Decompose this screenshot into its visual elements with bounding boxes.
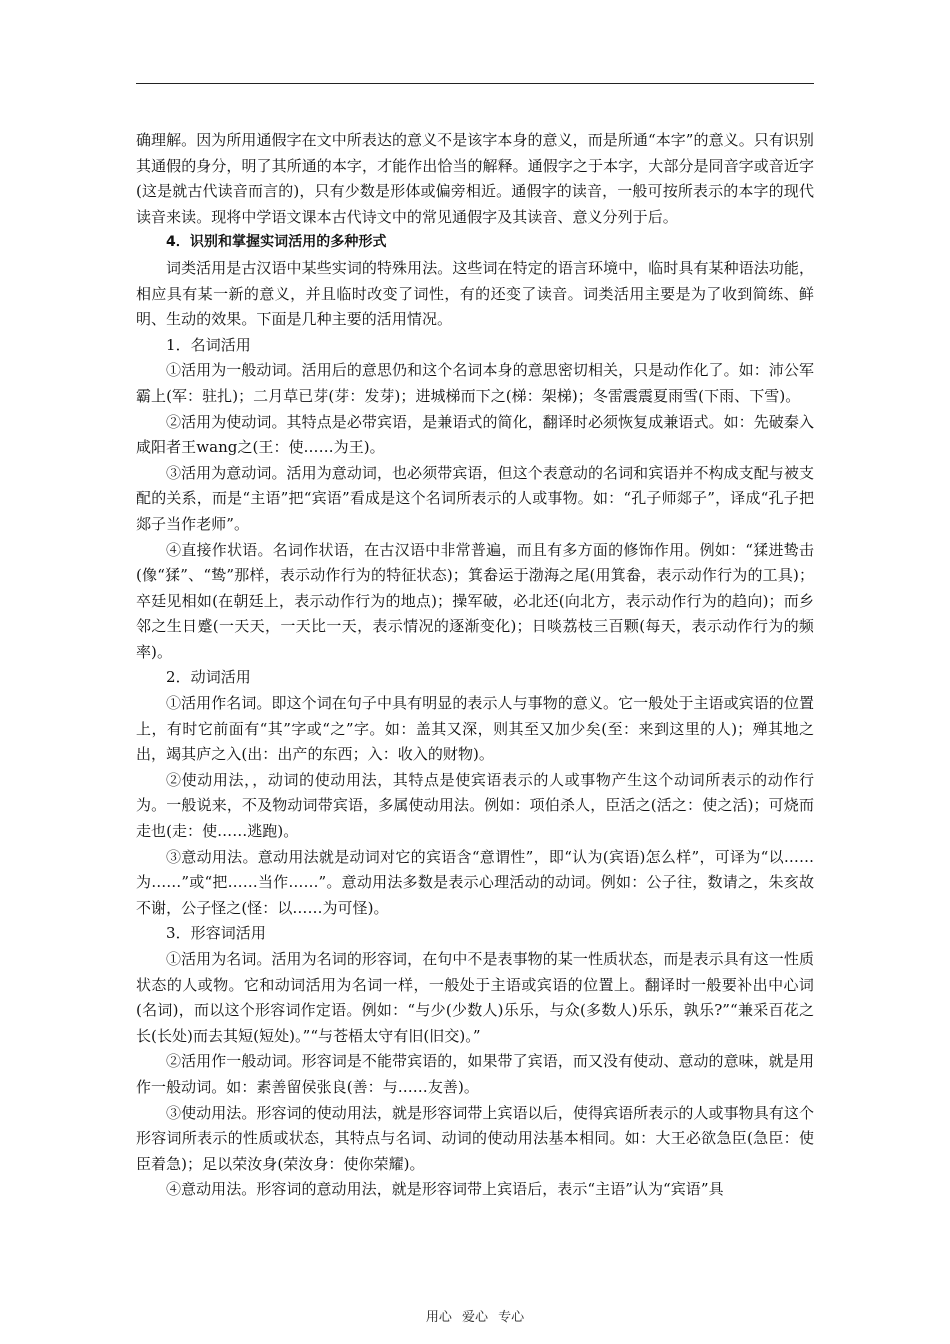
paragraph: ③意动用法。意动用法就是动词对它的宾语含“意谓性”，即“认为(宾语)怎么样”，可译为“以……为……”或“把……当作……”。意动用法多数是表示心理活动的动词。例如：公子往，数请之，朱亥故不谢，公子怪之(怪：以……为可怪)。 xyxy=(136,847,814,917)
paragraph: ②活用为使动词。其特点是必带宾语，是兼语式的简化，翻译时必须恢复成兼语式。如：先破秦入咸阳者王wang之(王：使……为王)。 xyxy=(136,412,814,457)
header-rule xyxy=(136,83,814,84)
paragraph: ②使动用法，，动词的使动用法，其特点是使宾语表示的人或事物产生这个动词所表示的动作行为。一般说来，不及物动词带宾语，多属使动用法。例如：项伯杀人，臣活之(活之：使之活)；可烧而走也(走：使……逃跑)。 xyxy=(136,770,814,841)
section-heading: 4．识别和掌握实词活用的多种形式 xyxy=(166,234,387,251)
paragraph: ③活用为意动词。活用为意动词，也必须带宾语，但这个表意动的名词和宾语并不构成支配与被支配的关系，而是“主语”把“宾语”看成是这个名词所表示的人或事物。如：“孔子师郯子”，译成“孔子把郯子当作老师”。 xyxy=(136,463,814,533)
paragraph: ①活用为一般动词。活用后的意思仍和这个名词本身的意思密切相关，只是动作化了。如：沛公军霸上(军：驻扎)；二月草已芽(芽：发芽)；进城梯而下之(梯：架梯)；冬雷震震夏雨雪(下雨、下雪)。 xyxy=(136,361,814,405)
paragraph: 确理解。因为所用通假字在文中所表达的意义不是该字本身的意义，而是所通“本字”的意义。只有识别其通假的身分，明了其所通的本字，才能作出恰当的解释。通假字之于本字，大部分是同音字或音近字(这是就古代读音而言的)，只有少数是形体或偏旁相近。通假字的读音，一般可按所表示的本字的现代读音来读。现将中学语文课本古代诗文中的常见通假字及其读音、意义分列于后。 xyxy=(136,131,814,226)
subsection-heading: 3．形容词活用 xyxy=(166,924,266,943)
paragraph: ④直接作状语。名词作状语，在古汉语中非常普遍，而且有多方面的修饰作用。例如：“猱进鸷击(像“猱”、“鸷”那样，表示动作行为的特征状态)；箕畚运于渤海之尾(用箕畚，表示动作行为的工具)；卒廷见相如(在朝廷上，表示动作行为的地点)；操军破，必北还(向北方，表示动作行为的趋向)；而乡邻之生日蹙(一天天，一天比一天，表示情况的逐渐变化)；日啖荔枝三百颗(每天，表示动作行为的频率)。 xyxy=(136,540,814,661)
subsection-heading: 2．动词活用 xyxy=(166,668,251,687)
paragraph: ①活用为名词。活用为名词的形容词，在句中不是表事物的某一性质状态，而是表示具有这一性质状态的人或物。它和动词活用为名词一样，一般处于主语或宾语的位置上。翻译时一般要补出中心词(名词)，而以这个形容词作定语。例如：“与少(少数人)乐乐，与众(多数人)乐乐，孰乐?”“兼采百花之长(长处)而去其短(短处)。”“与苍梧太守有旧(旧交)。” xyxy=(136,950,814,1045)
paragraph: ④意动用法。形容词的意动用法，就是形容词带上宾语后，表示“主语”认为“宾语”具 xyxy=(166,1180,724,1199)
paragraph: ②活用作一般动词。形容词是不能带宾语的，如果带了宾语，而又没有使动、意动的意味，就是用作一般动词。如：素善留侯张良(善：与……友善)。 xyxy=(136,1052,814,1096)
subsection-heading: 1．名词活用 xyxy=(166,335,251,354)
body-text xyxy=(136,128,814,1203)
paragraph: ③使动用法。形容词的使动用法，就是形容词带上宾语以后，使得宾语所表示的人或事物具有这个形容词所表示的性质或状态，其特点与名词、动词的使动用法基本相同。如：大王必欲急臣(急臣：使臣着急)；足以荣汝身(荣汝身：使你荣耀)。 xyxy=(136,1103,814,1173)
paragraph: 词类活用是古汉语中某些实词的特殊用法。这些词在特定的语言环境中，临时具有某种语法功能，相应具有某一新的意义，并且临时改变了词性，有的还变了读音。词类活用主要是为了收到简练、鲜明、生动的效果。下面是几种主要的活用情况。 xyxy=(136,258,814,329)
page-footer: 用心 爱心 专心 xyxy=(425,1310,525,1325)
paragraph: ①活用作名词。即这个词在句子中具有明显的表示人与事物的意义。它一般处于主语或宾语的位置上，有时它前面有“其”字或“之”字。如：盖其又深，则其至又加少矣(至：来到这里的人)；殚其地之出，竭其庐之入(出：出产的东西；入：收入的财物)。 xyxy=(136,694,814,764)
